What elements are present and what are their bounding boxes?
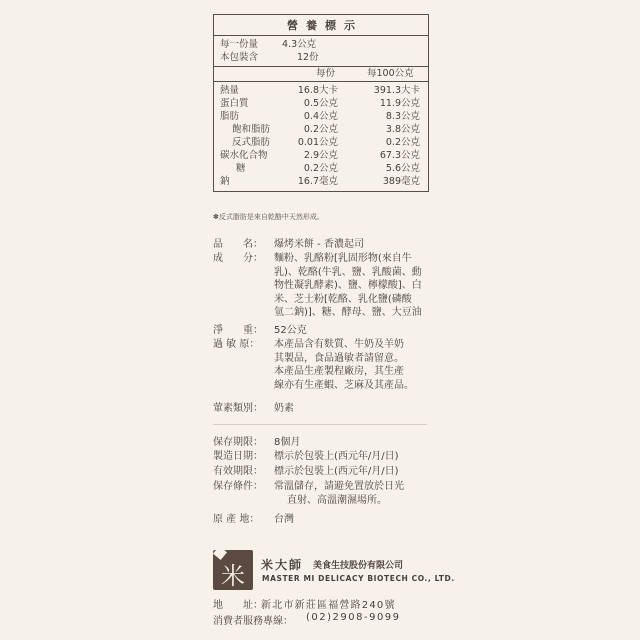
address-line bbox=[213, 596, 396, 611]
row-per-serving: 0.4公克 bbox=[303, 111, 338, 122]
origin-label: 原 產 地： bbox=[213, 514, 260, 525]
table-row bbox=[214, 162, 428, 175]
servings-label: 本包裝含 bbox=[220, 52, 259, 63]
row-per-serving: 0.01公克 bbox=[297, 137, 338, 148]
row-per-serving: 0.5公克 bbox=[303, 98, 338, 109]
origin-value: 台灣 bbox=[274, 514, 294, 525]
brand-logo bbox=[213, 550, 253, 590]
address-label: 地 址： bbox=[213, 600, 263, 611]
vegetarian-value: 奶素 bbox=[274, 403, 294, 414]
serving-info bbox=[214, 36, 428, 67]
net-weight-label: 淨 重： bbox=[213, 325, 263, 336]
nutrition-rows bbox=[214, 82, 428, 191]
nutrition-title: 營養標示 bbox=[214, 15, 428, 36]
mfg-date-label: 製造日期： bbox=[213, 451, 263, 462]
ingredients-line: 麵粉、乳酪粉[乳固形物(來自牛 bbox=[274, 253, 412, 264]
storage-info bbox=[213, 436, 453, 532]
trans-fat-footnote: ✽反式脂肪是來自乾酪中天然形成。 bbox=[213, 213, 324, 221]
row-label: 脂肪 bbox=[220, 111, 240, 122]
company-name-en: MASTER MI DELICACY BIOTECH CO., LTD. bbox=[262, 574, 455, 583]
section-divider bbox=[213, 424, 427, 425]
col-per-serving: 每份 bbox=[316, 68, 336, 79]
row-label: 反式脂肪 bbox=[232, 137, 271, 148]
row-label: 熱量 bbox=[220, 85, 240, 96]
row-per-100g: 5.6公克 bbox=[385, 163, 420, 174]
row-per-100g: 391.3大卡 bbox=[373, 85, 420, 96]
ingredients-line: 米、芝士粉[乾酪、乳化鹽(磷酸 bbox=[274, 293, 412, 305]
shelf-life-label: 保存期限： bbox=[213, 437, 263, 448]
phone-line bbox=[213, 612, 401, 627]
storage-condition-value bbox=[274, 480, 444, 507]
product-name-label: 品 名： bbox=[213, 239, 263, 250]
phone-value: (02)2908-9099 bbox=[306, 612, 401, 623]
vegetarian-label: 葷素類別： bbox=[213, 403, 263, 414]
allergen-line: 線亦有生產蝦、芝麻及其產品。 bbox=[274, 379, 414, 391]
brand-name: 米大師 bbox=[261, 558, 304, 572]
nutrition-header bbox=[214, 67, 428, 82]
row-per-100g: 0.2公克 bbox=[385, 137, 420, 148]
row-per-100g: 67.3公克 bbox=[379, 150, 420, 161]
storage-line: 直射、高溫潮濕場所。 bbox=[287, 494, 387, 506]
row-label: 鈉 bbox=[220, 176, 230, 187]
product-info bbox=[213, 238, 453, 418]
ingredients-line: 氫二鈉)]、糖、酵母、鹽、大豆油 bbox=[274, 307, 422, 318]
row-label: 蛋白質 bbox=[220, 98, 249, 109]
storage-condition-label: 保存條件： bbox=[213, 481, 263, 492]
row-label: 碳水化合物 bbox=[220, 150, 268, 161]
table-row bbox=[214, 136, 428, 149]
row-per-100g: 8.3公克 bbox=[385, 111, 420, 122]
row-per-serving: 2.9公克 bbox=[303, 150, 338, 161]
allergen-value bbox=[274, 338, 444, 392]
expiry-value: 標示於包裝上(西元年/月/日) bbox=[274, 466, 399, 477]
row-per-serving: 16.8大卡 bbox=[297, 85, 338, 96]
phone-label: 消費者服務專線： bbox=[213, 616, 293, 627]
row-per-serving: 0.2公克 bbox=[303, 163, 338, 174]
ingredients-value bbox=[274, 252, 444, 320]
nutrition-table bbox=[213, 14, 429, 192]
serving-size-value: 4.3公克 bbox=[282, 39, 317, 50]
row-per-100g: 11.9公克 bbox=[379, 98, 420, 109]
table-row bbox=[214, 97, 428, 110]
expiry-label: 有效期限： bbox=[213, 466, 263, 477]
table-row bbox=[214, 84, 428, 97]
row-per-serving: 16.7毫克 bbox=[297, 176, 338, 187]
shelf-life-value: 8個月 bbox=[274, 437, 301, 448]
allergen-line: 本產品含有麩質、牛奶及羊奶 bbox=[274, 339, 404, 350]
row-label: 糖 bbox=[236, 163, 246, 174]
storage-line: 常溫儲存，請避免置放於日光 bbox=[274, 481, 404, 492]
allergen-line: 其製品，食品過敏者請留意。 bbox=[274, 352, 404, 364]
serving-size-label: 每一份量 bbox=[220, 39, 259, 50]
ingredients-line: 乳)、乾酪(牛乳、鹽、乳酸菌、動 bbox=[274, 266, 422, 278]
table-row bbox=[214, 175, 428, 188]
mfg-date-value: 標示於包裝上(西元年/月/日) bbox=[274, 451, 399, 462]
net-weight-value: 52公克 bbox=[274, 325, 307, 336]
company-name-cn: 美食生技股份有限公司 bbox=[313, 561, 404, 571]
row-per-serving: 0.2公克 bbox=[303, 124, 338, 135]
logo-icon: 米 bbox=[221, 562, 245, 590]
table-row bbox=[214, 123, 428, 136]
row-per-100g: 389毫克 bbox=[382, 176, 420, 187]
product-name-value: 爆烤米餅 - 香濃起司 bbox=[274, 239, 364, 250]
row-label: 飽和脂肪 bbox=[232, 124, 271, 135]
allergen-label: 過 敏 原： bbox=[213, 339, 260, 350]
ingredients-label: 成 分： bbox=[213, 253, 263, 264]
address-value: 新北市新莊區福營路240號 bbox=[261, 600, 396, 611]
servings-value: 12份 bbox=[297, 52, 319, 63]
table-row bbox=[214, 149, 428, 162]
ingredients-line: 物性凝乳酵素)、鹽、檸檬酸]、白 bbox=[274, 280, 422, 291]
table-row bbox=[214, 110, 428, 123]
col-per-100g: 每100公克 bbox=[367, 68, 414, 79]
allergen-line: 本產品生產製程廠房，其生產 bbox=[274, 366, 404, 377]
row-per-100g: 3.8公克 bbox=[385, 124, 420, 135]
